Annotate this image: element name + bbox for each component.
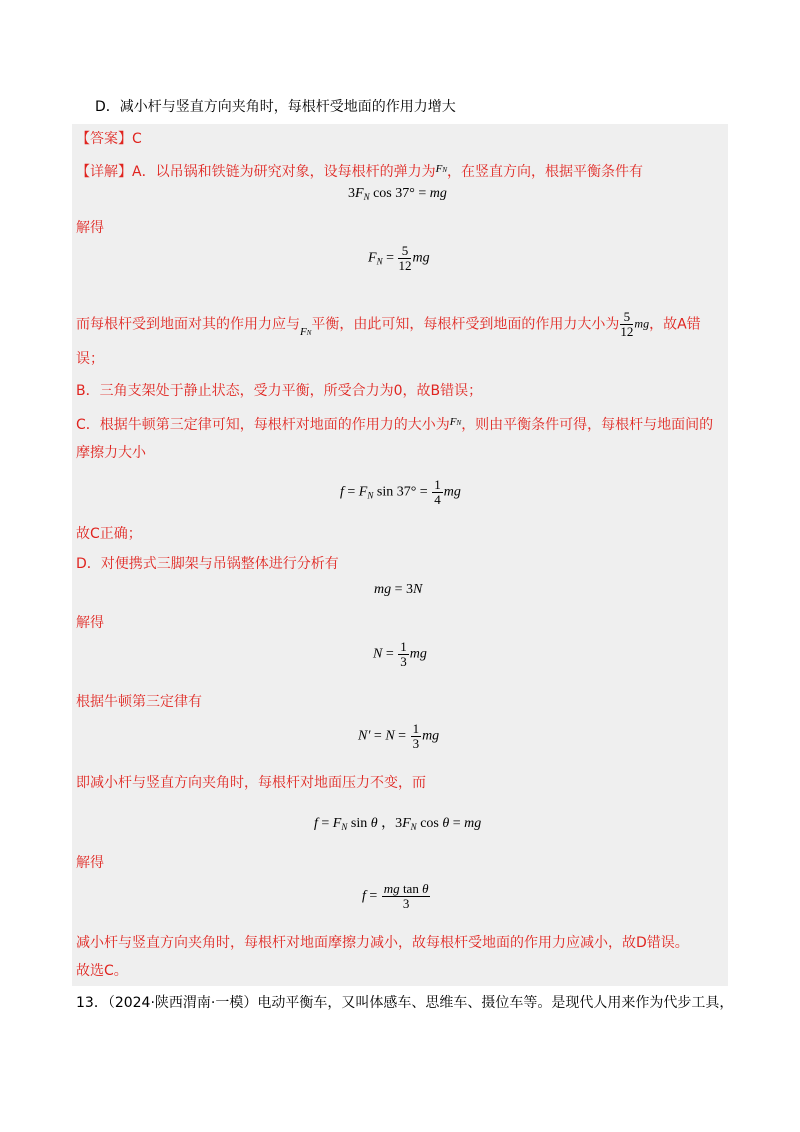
detail-c-line1-text-1: C．根据牛顿第三定律可知，每根杆对地面的作用力的大小为: [76, 417, 450, 433]
equation-4: mg = 3N: [374, 582, 423, 597]
detail-a-intro: [76, 160, 643, 181]
detail-c-conclusion: 故C正确；: [76, 526, 142, 542]
solve-label-1: 解得: [76, 220, 104, 236]
detail-a-line1: [76, 310, 701, 342]
equation-8: f = $\frac{\text{mg tan θ}}{3}$: [362, 881, 429, 911]
solve-label-3: 解得: [76, 855, 104, 871]
detail-b: B．三角支架处于静止状态，受力平衡，所受合力为0，故B错误；: [76, 383, 483, 399]
equation-2: $F_N$ = $\frac{5}{12}$ mg: [368, 243, 430, 273]
detail-c-line1: [76, 413, 713, 434]
detail-a-line1-text-2: 平衡，由此可知，每根杆受到地面的作用力大小为: [311, 316, 620, 333]
solve-label-2: 解得: [76, 615, 104, 631]
newton-third-law-label: 根据牛顿第三定律有: [76, 694, 202, 710]
equation-6: N′ = N = $\frac{1}{3}$ mg: [358, 721, 440, 751]
symbol-fn-c: FN: [449, 416, 462, 428]
detail-a-line1-text-1: 而每根杆受到地面对其的作用力应与: [76, 316, 300, 333]
equation-5: N = $\frac{1}{3}$ mg: [373, 639, 427, 669]
detail-a-line1-text-3: ，故A错: [649, 316, 701, 333]
detail-tag: 【详解】: [76, 164, 132, 180]
detail-c-line2: 摩擦力大小: [76, 445, 146, 461]
detail-d-line: 即减小杆与竖直方向夹角时，每根杆对地面压力不变，而: [76, 775, 426, 791]
answer-tag: 【答案】: [76, 131, 132, 147]
detail-d-intro: D．对便携式三脚架与吊锅整体进行分析有: [76, 556, 339, 572]
fraction-5-12mg: $\frac{5}{12}$ mg: [620, 309, 650, 339]
question-13-text: 13．（2024·陕西渭南·一模）电动平衡车，又叫体感车、思维车、摄位车等。是现代人用来作为代步工具，: [76, 995, 734, 1011]
detail-a-intro-text-2: ，在竖直方向，根据平衡条件有: [446, 164, 643, 180]
equation-3: $f = F_N$ sin 37° = $\frac{1}{4}$ mg: [340, 477, 461, 507]
equation-1: $3F_N$ cos 37° = mg: [348, 186, 447, 202]
detail-d-conclusion: 减小杆与竖直方向夹角时，每根杆对地面摩擦力减小，故每根杆受地面的作用力应减小，故D错误。: [76, 935, 689, 951]
equation-7: $f = F_N$ sin θ ，$3F_N$ cos θ = mg: [314, 816, 482, 832]
final-choice: 故选C。: [76, 963, 128, 979]
answer-line: [76, 130, 142, 148]
option-d-text: D．减小杆与竖直方向夹角时，每根杆受地面的作用力增大: [95, 99, 456, 115]
detail-a-line2: 误；: [76, 351, 104, 367]
detail-a-intro-text-1: A．以吊锅和铁链为研究对象，设每根杆的弹力为: [132, 164, 436, 180]
detail-c-line1-text-2: ，则由平衡条件可得，每根杆与地面间的: [461, 417, 714, 433]
symbol-fn: FN: [435, 163, 447, 175]
answer-value: C: [132, 131, 142, 147]
symbol-fn-inline: FN: [300, 325, 312, 338]
